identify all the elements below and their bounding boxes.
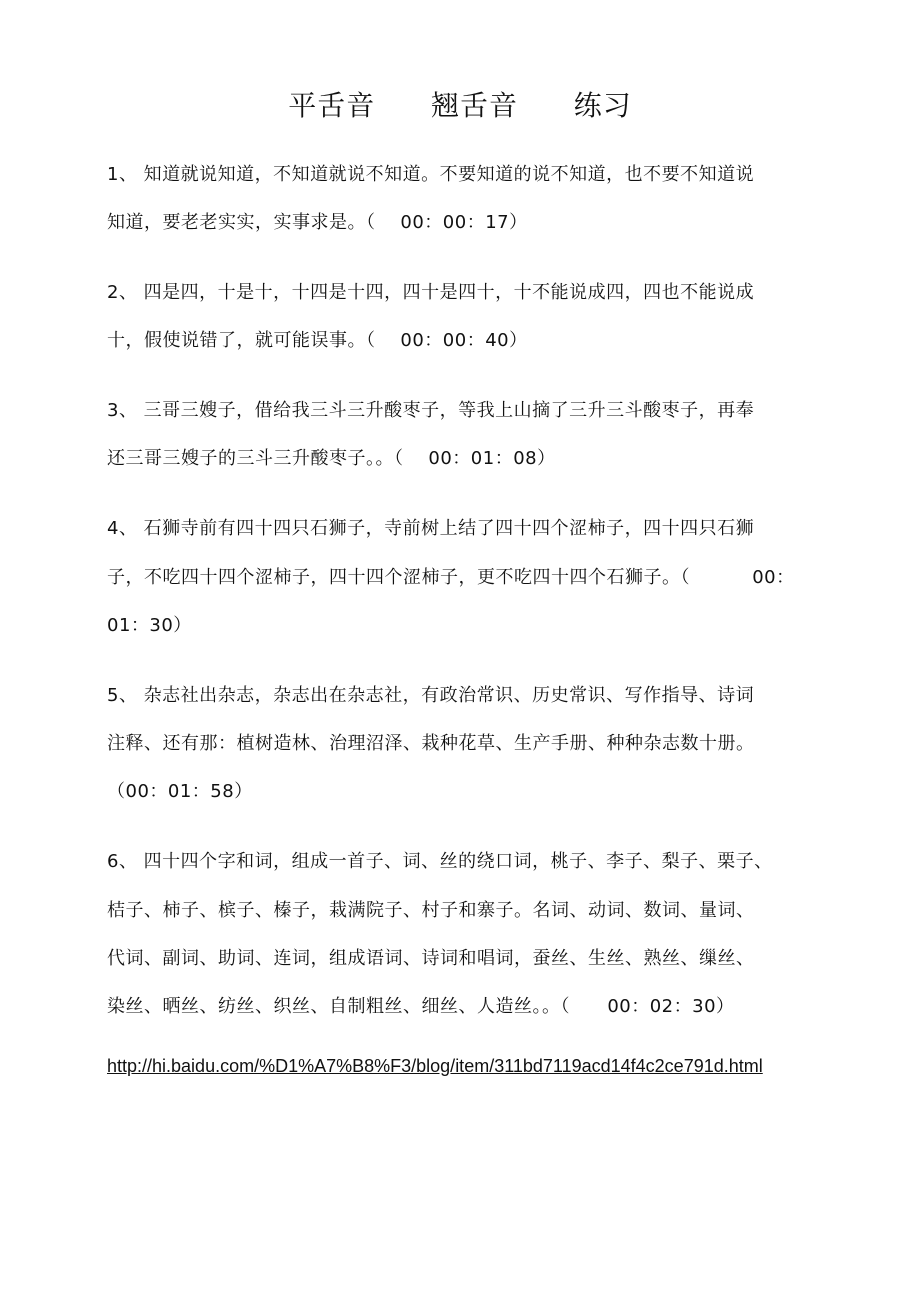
paragraph-3-line-1: 3、 三哥三嫂子，借给我三斗三升酸枣子，等我上山摘了三升三斗酸枣子，再奉: [107, 400, 755, 421]
paragraph-5-line-2: 注释、还有那：植树造林、治理沼泽、栽种花草、生产手册、种种杂志数十册。: [107, 733, 755, 754]
paragraph-6-line-4: 染丝、晒丝、纺丝、织丝、自制粗丝、细丝、人造丝。。（ 00：02：30）: [107, 996, 735, 1017]
paragraph-2-line-2: 十，假使说错了，就可能误事。（ 00：00：40）: [107, 330, 528, 351]
paragraph-6-line-2: 桔子、柿子、槟子、榛子，栽满院子、村子和寨子。名词、动词、数词、量词、: [107, 900, 755, 921]
paragraph-6-line-1: 6、 四十四个字和词，组成一首子、词、丝的绕口词，桃子、李子、梨子、栗子、: [107, 851, 773, 872]
source-link[interactable]: http://hi.baidu.com/%D1%A7%B8%F3/blog/item/311bd7119acd14f4c2ce791d.html: [107, 1056, 763, 1076]
paragraph-6-line-3: 代词、副词、助词、连词，组成语词、诗词和唱词，蚕丝、生丝、熟丝、缫丝、: [107, 948, 755, 969]
paragraph-4-line-2: 子，不吃四十四个涩柿子，四十四个涩柿子，更不吃四十四个石狮子。（ 00：: [107, 567, 795, 588]
paragraph-5-line-1: 5、 杂志社出杂志，杂志出在杂志社，有政治常识、历史常识、写作指导、诗词: [107, 685, 755, 706]
paragraph-5-line-3: （00：01：58）: [107, 781, 253, 802]
paragraph-4-line-1: 4、 石狮寺前有四十四只石狮子，寺前树上结了四十四个涩柿子，四十四只石狮: [107, 518, 755, 539]
page-title: 平舌音 翘舌音 练习: [288, 89, 632, 122]
paragraph-3-line-2: 还三哥三嫂子的三斗三升酸枣子。。（ 00：01：08）: [107, 448, 556, 469]
paragraph-4-line-3: 01：30）: [107, 615, 192, 636]
paragraph-1-line-1: 1、 知道就说知道，不知道就说不知道。不要知道的说不知道，也不要不知道说: [107, 164, 755, 185]
paragraph-1-line-2: 知道，要老老实实，实事求是。（ 00：00：17）: [107, 212, 528, 233]
paragraph-2-line-1: 2、 四是四，十是十，十四是十四，四十是四十，十不能说成四，四也不能说成: [107, 282, 755, 303]
